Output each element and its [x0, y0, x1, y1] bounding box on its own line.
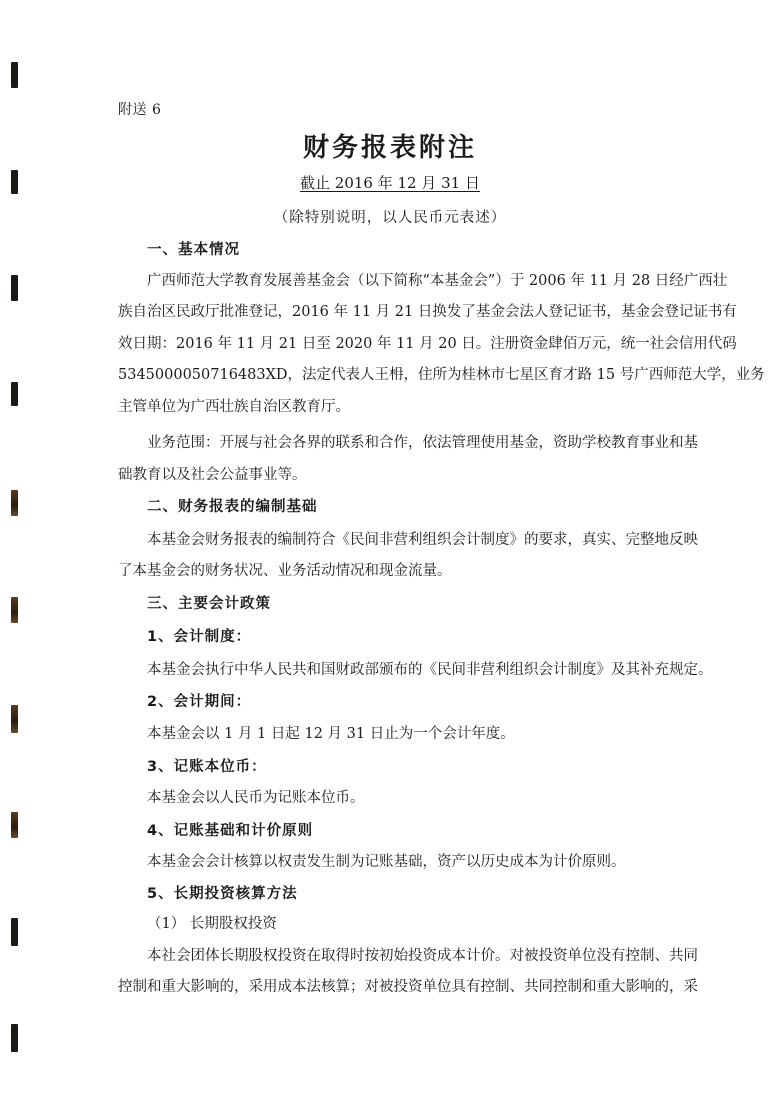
binding-mark: [11, 597, 18, 623]
subheading-accounting-basis: 4、记账基础和计价原则: [147, 823, 314, 839]
binding-mark: [11, 1024, 18, 1052]
paragraph-line: 本基金会以 1 月 1 日起 12 月 31 日止为一个会计年度。: [147, 726, 515, 742]
binding-mark: [11, 812, 18, 838]
paragraph-line: 本基金会财务报表的编制符合《民间非营利组织会计制度》的要求，真实、完整地反映: [147, 532, 698, 548]
paragraph-line: 5345000050716483XD，法定代表人王枏，住所为桂林市七星区育才路 15 号广西师范大学，业务: [118, 367, 765, 383]
paragraph-line: 本社会团体长期股权投资在取得时按初始投资成本计价。对被投资单位没有控制、共同: [147, 948, 698, 964]
binding-mark: [11, 490, 18, 516]
paragraph-line: 础教育以及社会公益事业等。: [118, 467, 307, 483]
date-line: [0, 172, 780, 193]
binding-mark: [11, 918, 18, 946]
paragraph-line: 本基金会执行中华人民共和国财政部颁布的《民间非营利组织会计制度》及其补充规定。: [147, 662, 713, 678]
paragraph-line: 效日期：2016 年 11 月 21 日至 2020 年 11 月 20 日。注册资金肆佰万元，统一社会信用代码: [118, 336, 737, 352]
subheading-accounting-period: 2、会计期间：: [147, 694, 252, 710]
binding-mark: [11, 382, 18, 406]
paragraph-line: 了本基金会的财务状况、业务活动情况和现金流量。: [118, 563, 452, 579]
section-heading-policies: 三、主要会计政策: [147, 596, 271, 612]
page-title: 财务报表附注: [302, 133, 477, 163]
currency-note: （除特别说明，以人民币元表述）: [273, 210, 507, 226]
paragraph-line: 主管单位为广西壮族自治区教育厅。: [118, 399, 350, 415]
attachment-label: 附送 6: [118, 102, 162, 118]
subheading-long-term-investment: 5、长期投资核算方法: [147, 886, 298, 902]
paragraph-line: 控制和重大影响的，采用成本法核算；对被投资单位具有控制、共同控制和重大影响的，采: [118, 979, 698, 995]
paragraph-line: 本基金会以人民币为记账本位币。: [147, 790, 365, 806]
subheading-accounting-system: 1、会计制度：: [147, 629, 252, 645]
binding-mark: [11, 275, 18, 301]
date-text: 截止 2016 年 12 月 31 日: [300, 174, 480, 192]
paragraph-line: 族自治区民政厅批准登记，2016 年 11 月 21 日换发了基金会法人登记证书，基金会登记证书有: [118, 304, 737, 320]
binding-mark: [11, 62, 18, 88]
subheading-currency: 3、记账本位币：: [147, 759, 267, 775]
list-item-equity-investment: （1） 长期股权投资: [147, 916, 277, 932]
paragraph-line: 业务范围：开展与社会各界的联系和合作，依法管理使用基金，资助学校教育事业和基: [147, 435, 698, 451]
binding-mark: [11, 705, 18, 733]
paragraph-line: 本基金会会计核算以权责发生制为记账基础，资产以历史成本为计价原则。: [147, 854, 626, 870]
paragraph-line: 广西师范大学教育发展善基金会（以下简称“本基金会”）于 2006 年 11 月 28 日经广西壮: [147, 273, 728, 289]
section-heading-basis: 二、财务报表的编制基础: [147, 499, 318, 515]
section-heading-basic-info: 一、基本情况: [147, 242, 240, 258]
